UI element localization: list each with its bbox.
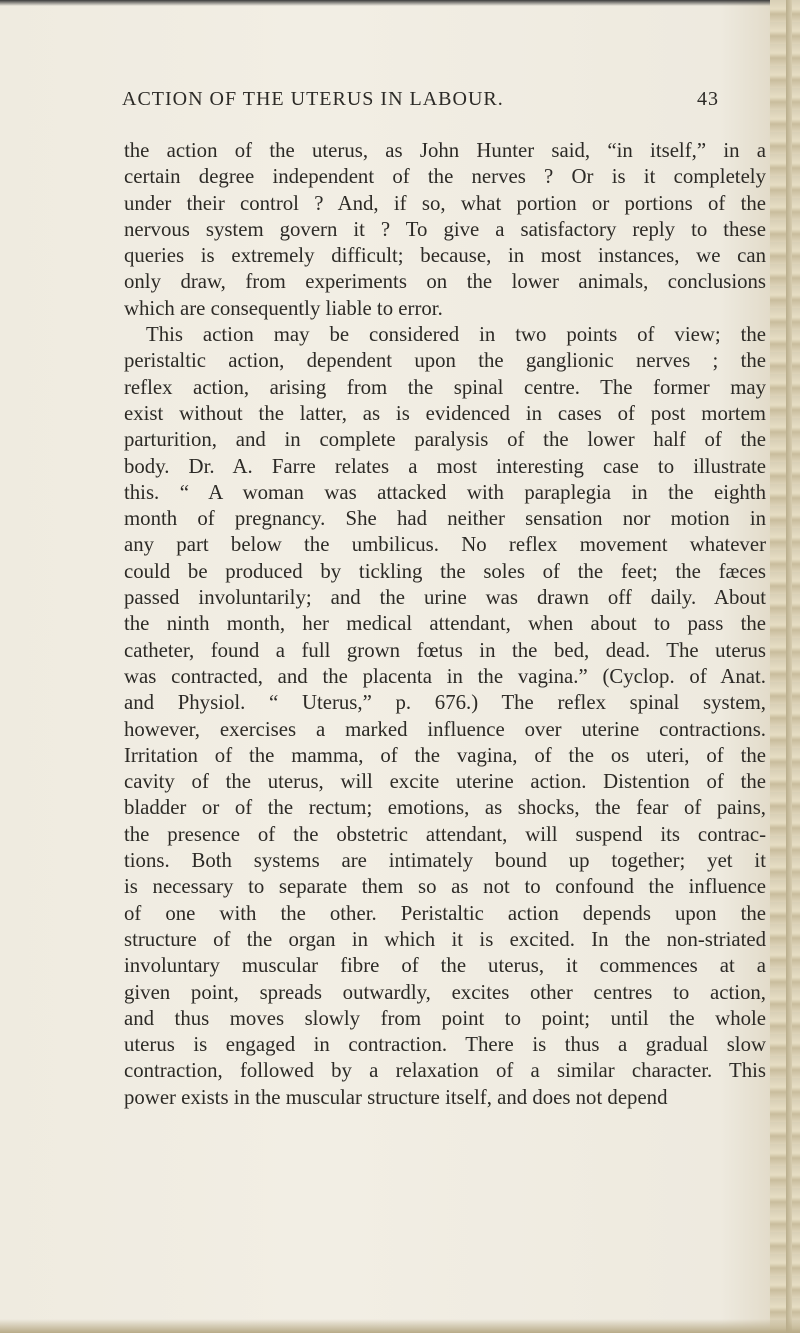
text-line: bladder or of the rectum; emotions, as shocks, the fear of pains, bbox=[124, 796, 766, 820]
text-line: the action of the uterus, as John Hunter said, “in itself,” in a bbox=[124, 139, 766, 162]
top-shadow bbox=[0, 0, 800, 6]
text-line: passed involuntarily; and the urine was drawn off daily. About bbox=[124, 586, 766, 610]
bottom-edge bbox=[0, 1319, 800, 1333]
text-line: given point, spreads outwardly, excites other centres to action, bbox=[124, 980, 766, 1004]
text-line: queries is extremely difficult; because, in most instances, we can bbox=[124, 244, 766, 268]
text-line: contraction, followed by a relaxation of a similar character. This bbox=[124, 1059, 766, 1083]
text-line: exist without the latter, as is evidenced in cases of post mortem bbox=[124, 401, 766, 425]
text-line: tions. Both systems are intimately bound up together; yet it bbox=[124, 849, 766, 873]
text-line: the ninth month, her medical attendant, when about to pass the bbox=[124, 612, 766, 636]
text-line: however, exercises a marked influence over uterine contractions. bbox=[124, 717, 766, 741]
text-line: structure of the organ in which it is excited. In the non-striated bbox=[124, 927, 766, 951]
body-text bbox=[124, 138, 766, 1111]
text-line: could be produced by tickling the soles of the feet; the fæces bbox=[124, 559, 766, 583]
binding-gutter bbox=[786, 0, 792, 1333]
text-line: cavity of the uterus, will excite uterine action. Distention of the bbox=[124, 770, 766, 794]
text-line: reflex action, arising from the spinal centre. The former may bbox=[124, 375, 766, 399]
text-line: only draw, from experiments on the lower animals, conclusions bbox=[124, 270, 766, 294]
text-line: catheter, found a full grown fœtus in the bed, dead. The uterus bbox=[124, 638, 766, 662]
text-line: Irritation of the mamma, of the vagina, of the os uteri, of the bbox=[124, 743, 766, 767]
text-line: power exists in the muscular structure itself, and does not depend bbox=[124, 1085, 668, 1109]
page-number: 43 bbox=[697, 88, 719, 110]
text-line: and Physiol. “ Uterus,” p. 676.) The reflex spinal system, bbox=[124, 691, 766, 715]
text-line: involuntary muscular fibre of the uterus, it commences at a bbox=[124, 954, 766, 978]
text-line: any part below the umbilicus. No reflex movement whatever bbox=[124, 533, 766, 557]
text-line: which are consequently liable to error. bbox=[124, 296, 443, 320]
text-line: was contracted, and the placenta in the vagina.” (Cyclop. of Anat. bbox=[124, 664, 766, 688]
text-line: month of pregnancy. She had neither sensation nor motion in bbox=[124, 507, 766, 531]
running-title: ACTION OF THE UTERUS IN LABOUR. bbox=[122, 88, 504, 110]
text-line: certain degree independent of the nerves ? Or is it completely bbox=[124, 165, 766, 189]
text-line: body. Dr. A. Farre relates a most interesting case to illustrate bbox=[124, 454, 766, 478]
text-line: This action may be considered in two points of view; the bbox=[146, 323, 766, 347]
text-line: the presence of the obstetric attendant, will suspend its contrac- bbox=[124, 822, 766, 846]
text-line: nervous system govern it ? To give a satisfactory reply to these bbox=[124, 217, 766, 241]
text-line: under their control ? And, if so, what portion or portions of the bbox=[124, 191, 766, 215]
text-line: parturition, and in complete paralysis of the lower half of the bbox=[124, 428, 766, 452]
text-line: peristaltic action, dependent upon the ganglionic nerves ; the bbox=[124, 349, 766, 373]
text-line: and thus moves slowly from point to point; until the whole bbox=[124, 1006, 766, 1030]
text-line: this. “ A woman was attacked with paraplegia in the eighth bbox=[124, 480, 766, 504]
page-edge bbox=[770, 0, 800, 1333]
text-line: of one with the other. Peristaltic action depends upon the bbox=[124, 901, 766, 925]
text-line: uterus is engaged in contraction. There is thus a gradual slow bbox=[124, 1033, 766, 1057]
text-line: is necessary to separate them so as not to confound the influence bbox=[124, 875, 766, 899]
